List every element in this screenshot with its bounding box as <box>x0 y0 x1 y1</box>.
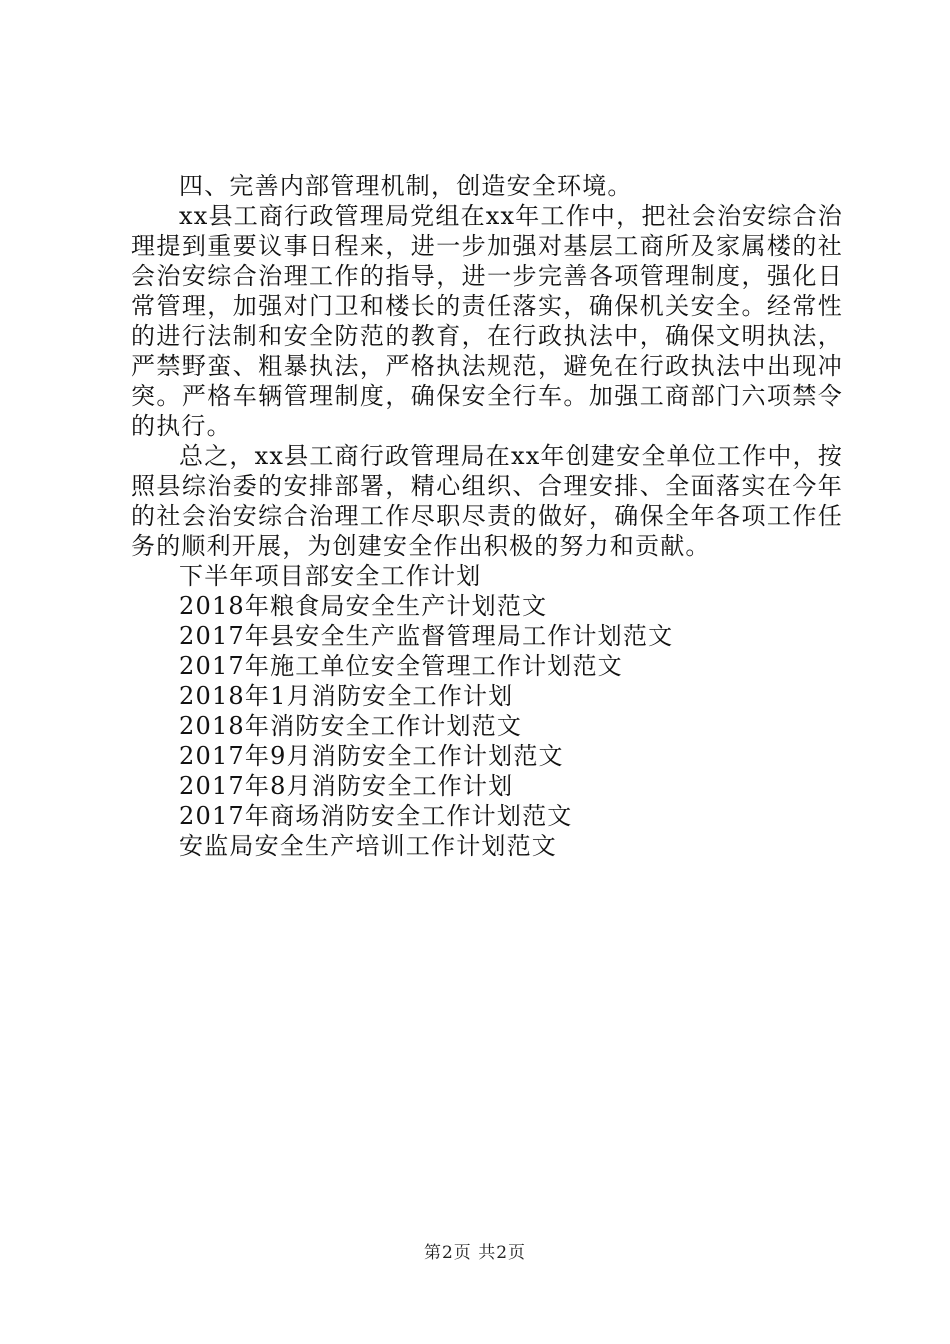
related-article-link[interactable]: 2017年县安全生产监督管理局工作计划范文 <box>179 622 674 650</box>
related-articles-list <box>131 561 843 861</box>
paragraph: xx县工商行政管理局党组在xx年工作中，把社会治安综合治理提到重要议事日程来，进一步加强对基层工商所及家属楼的社会治安综合治理工作的指导，进一步完善各项管理制度，强化日常管理，加强对门卫和楼长的责任落实，确保机关安全。经常性的进行法制和安全防范的教育，在行政执法中，确保文明执法，严禁野蛮、粗暴执法，严格执法规范，避免在行政执法中出现冲突。严格车辆管理制度，确保安全行车。加强工商部门六项禁令的执行。 <box>131 202 843 440</box>
related-article-link[interactable]: 2017年商场消防安全工作计划范文 <box>179 802 573 830</box>
page-number-footer: 第2页 共2页 <box>423 1243 527 1263</box>
related-article-link[interactable]: 2017年施工单位安全管理工作计划范文 <box>179 652 623 680</box>
related-article-link[interactable]: 2018年消防安全工作计划范文 <box>179 712 523 740</box>
related-article-link[interactable]: 2017年8月消防安全工作计划 <box>179 772 514 800</box>
related-article-link[interactable]: 2018年粮食局安全生产计划范文 <box>179 592 548 620</box>
section-heading: 四、完善内部管理机制，创造安全环境。 <box>179 172 633 200</box>
related-article-link[interactable]: 2017年9月消防安全工作计划范文 <box>179 742 564 770</box>
document-body <box>131 171 843 861</box>
paragraph: 总之，xx县工商行政管理局在xx年创建安全单位工作中，按照县综治委的安排部署，精心组织、合理安排、全面落实在今年的社会治安综合治理工作尽职尽责的做好，确保全年各项工作任务的顺利开展，为创建安全作出积极的努力和贡献。 <box>131 442 843 560</box>
related-article-link[interactable]: 安监局安全生产培训工作计划范文 <box>179 832 557 860</box>
related-article-link[interactable]: 2018年1月消防安全工作计划 <box>179 682 514 710</box>
related-article-link[interactable]: 下半年项目部安全工作计划 <box>179 562 482 590</box>
